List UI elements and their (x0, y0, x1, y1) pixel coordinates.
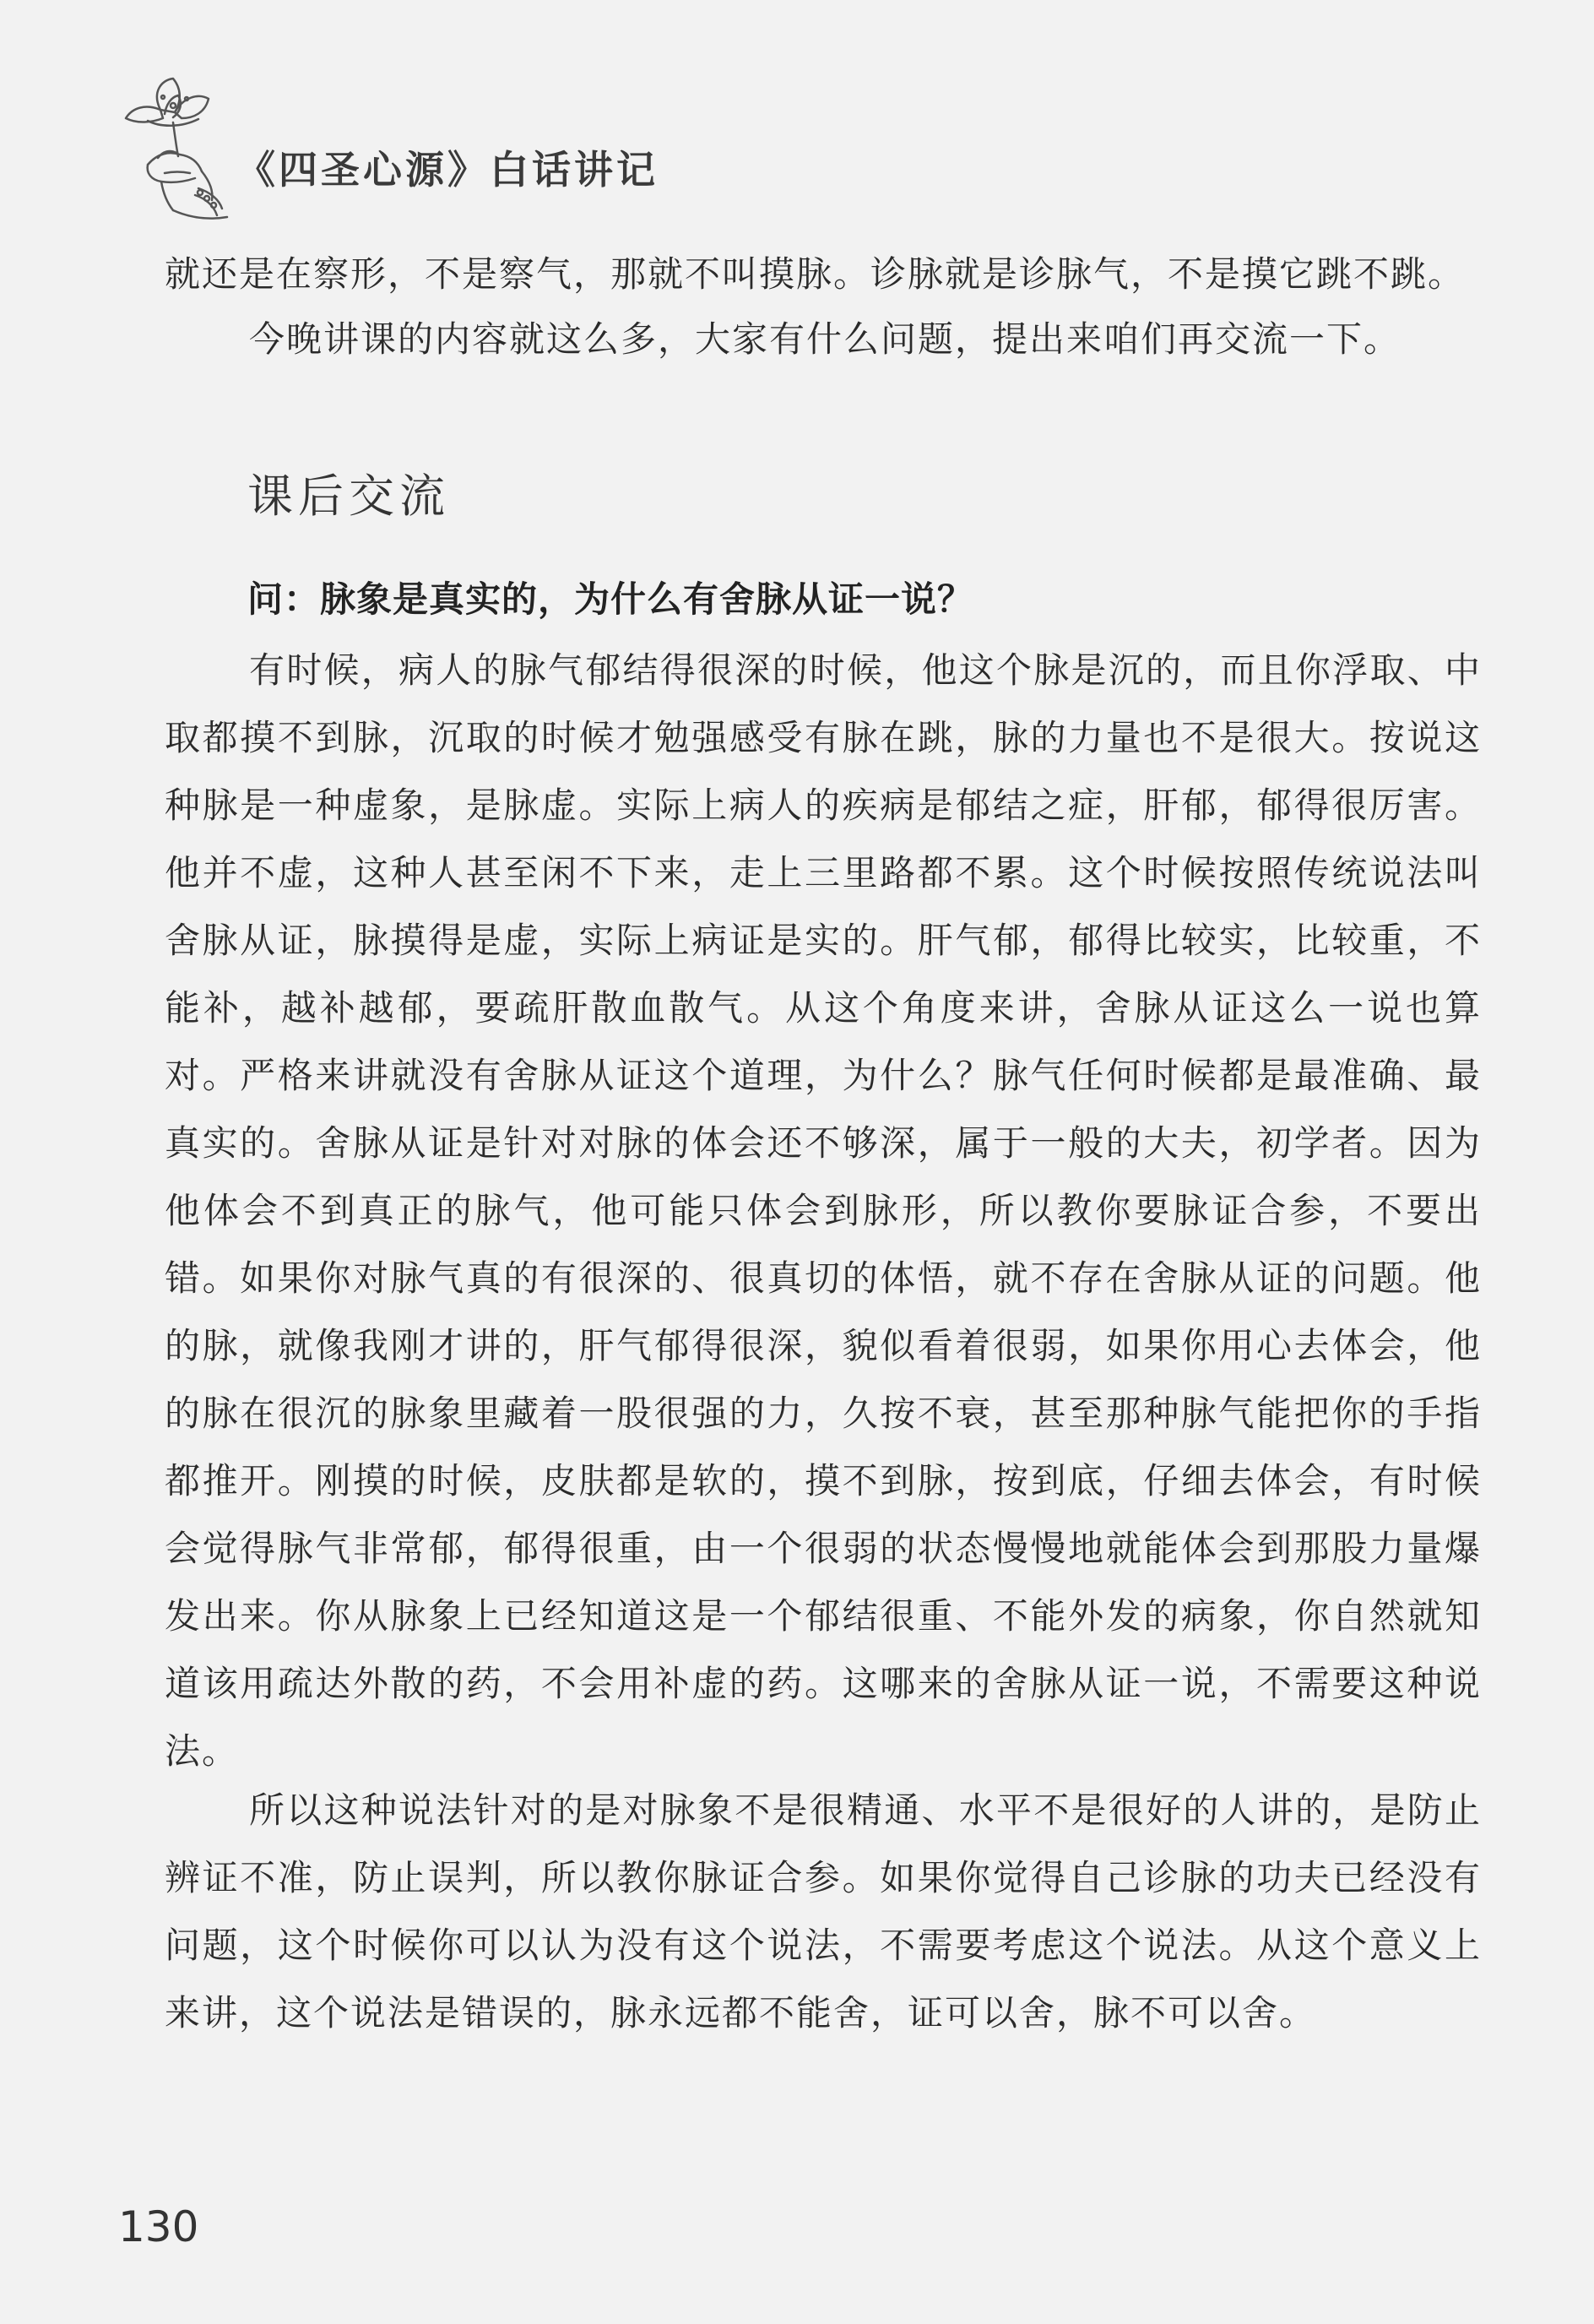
intro-paragraph: 今晚讲课的内容就这么多，大家有什么问题，提出来咱们再交流一下。 (249, 318, 1402, 360)
answer-paragraph-2: 所以这种说法针对的是对脉象不是很精通、水平不是很好的人讲的，是防止辨证不准，防止误判，所以教你脉证合参。如果你觉得自己诊脉的功夫已经没有问题，这个时候你可以认为没有这个说法，不需要考虑这个说法。从这个意义上来讲，这个说法是错误的，脉永远都不能舍，证可以舍，脉不可以舍。 (165, 1789, 1482, 2033)
continuation-paragraph: 就还是在察形，不是察气，那就不叫摸脉。诊脉就是诊脉气，不是摸它跳不跳。 (165, 253, 1466, 295)
answer-paragraph: 有时候，病人的脉气郁结得很深的时候，他这个脉是沉的，而且你浮取、中取都摸不到脉，沉取的时候才勉强感受有脉在跳，脉的力量也不是很大。按说这种脉是一种虚象，是脉虚。实际上病人的疾病是郁结之症，肝郁，郁得很厉害。他并不虚，这种人甚至闲不下来，走上三里路都不累。这个时候按照传统说法叫舍脉从证，脉摸得是虚，实际上病证是实的。肝气郁，郁得比较实，比较重，不能补，越补越郁，要疏肝散血散气。从这个角度来讲，舍脉从证这么一说也算对。严格来讲就没有舍脉从证这个道理，为什么？脉气任何时候都是最准确、最真实的。舍脉从证是针对对脉的体会还不够深，属于一般的大夫，初学者。因为他体会不到真正的脉气，他可能只体会到脉形，所以教你要脉证合参，不要出错。如果你对脉气真的有很深的、很真切的体悟，就不存在舍脉从证的问题。他的脉，就像我刚才讲的，肝气郁得很深，貌似看着很弱，如果你用心去体会，他的脉在很沉的脉象里藏着一股很强的力，久按不衰，甚至那种脉气能把你的手指都推开。刚摸的时候，皮肤都是软的，摸不到脉，按到底，仔细去体会，有时候会觉得脉气非常郁，郁得很重，由一个很弱的状态慢慢地就能体会到那股力量爆发出来。你从脉象上已经知道这是一个郁结很重、不能外发的病象，你自然就知道该用疏达外散的药，不会用补虚的药。这哪来的舍脉从证一说，不需要这种说法。 (165, 649, 1482, 1772)
lotus-hand-icon (114, 72, 241, 224)
book-title: 《四圣心源》白话讲记 (236, 147, 659, 193)
section-heading: 课后交流 (247, 470, 450, 523)
question-heading: 问：脉象是真实的，为什么有舍脉从证一说？ (247, 578, 974, 620)
page-number: 130 (118, 2202, 199, 2251)
running-header (114, 72, 705, 224)
